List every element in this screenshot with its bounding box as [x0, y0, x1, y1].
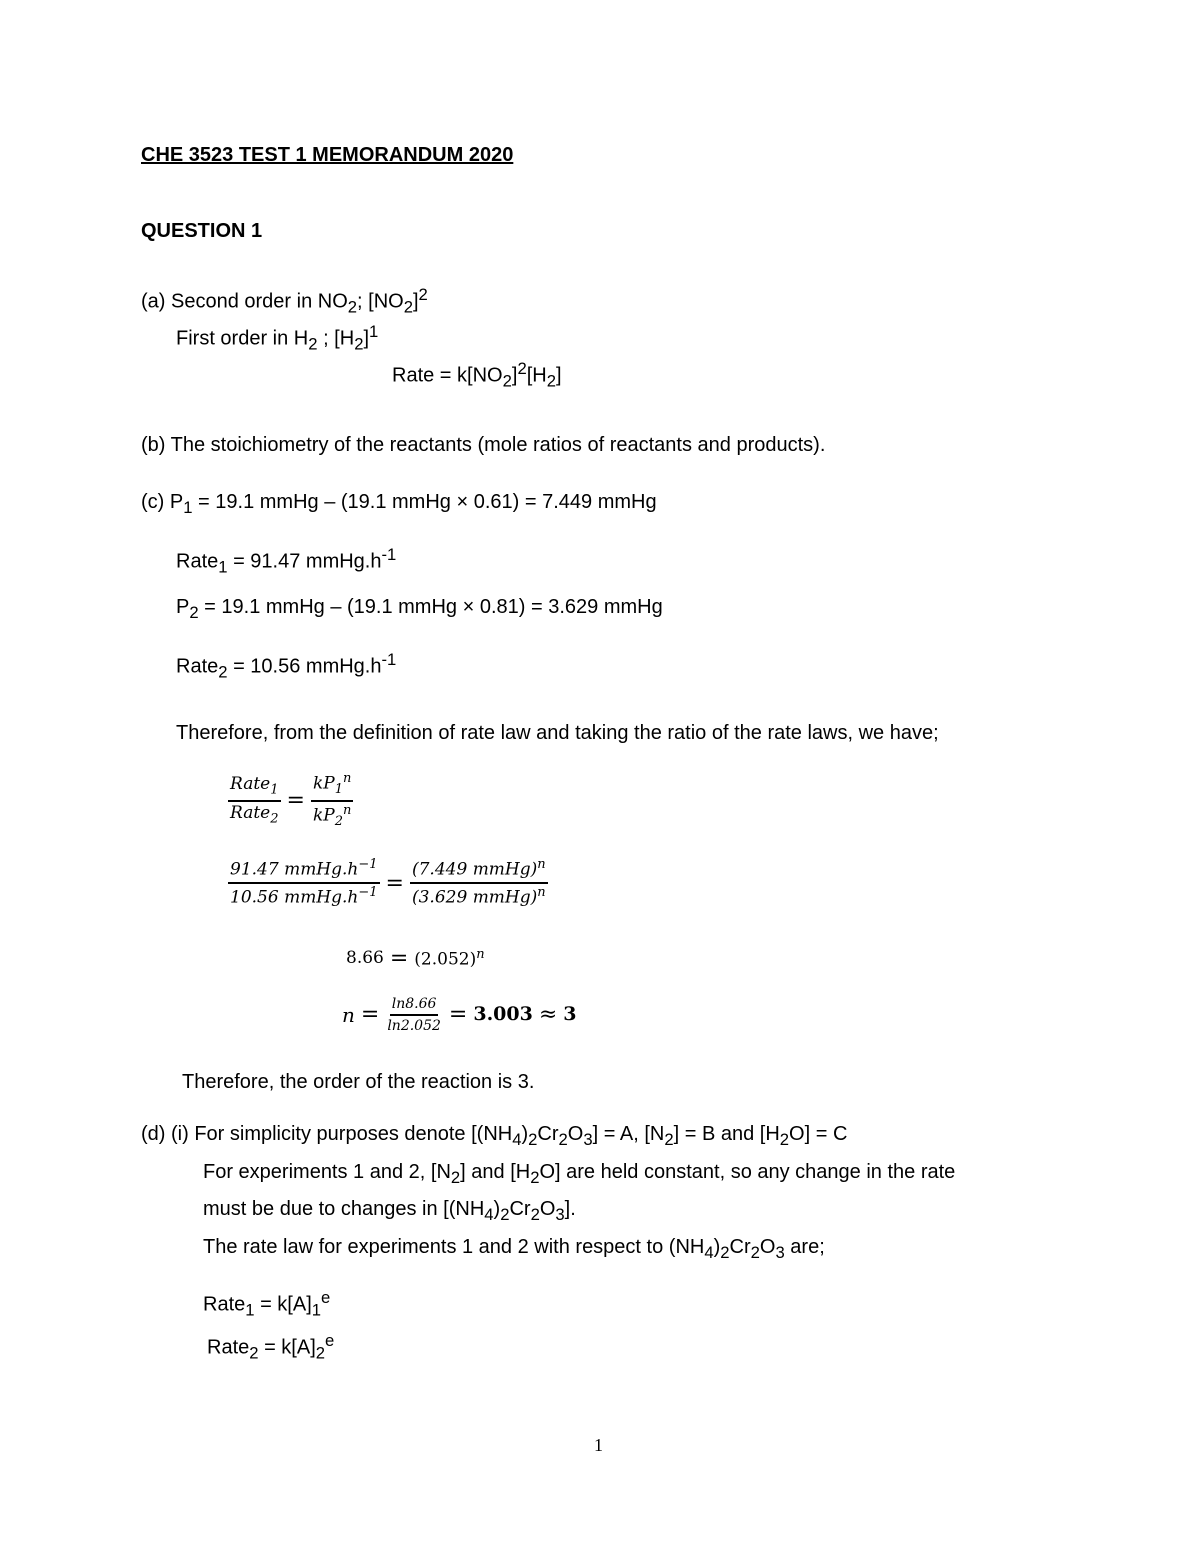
equation-rate-ratio: $\frac{Rate_1}{Rate_2}$ = $\frac{kP_1^n}{kP_2^n}$	[230, 771, 352, 830]
part-c-therefore: Therefore, from the definition of rate law and taking the ratio of the rate laws, we have;	[176, 722, 939, 744]
question-heading: QUESTION 1	[141, 220, 263, 242]
equation-numeric-ratio: $\frac{91.47 mmHg.h^{-1}}{10.56 mmHg.h^{-1}}$ = $\frac{(7.449 mmHg)^n}{(3.629 mmHg)^n}$	[230, 857, 546, 908]
part-d-line4: The rate law for experiments 1 and 2 with respect to $(NH_4)_2Cr_2O_3$ are;	[203, 1236, 825, 1262]
part-d-line2: For experiments 1 and 2, $[N_2]$ and $[H_2O]$ are held constant, so any change in the rate	[203, 1161, 956, 1187]
document-title: CHE 3523 TEST 1 MEMORANDUM 2020	[141, 144, 514, 166]
equation-order-solution: n = $\frac{\ln 8.66}{\ln 2.052}$ = 3.003 ≈ 3	[342, 996, 577, 1035]
part-c-p1: (c) $P_1 = 19.1$ mmHg – (19.1 mmHg × 0.61) = 7.449 mmHg	[141, 491, 657, 517]
part-d-line1: (d) (i) For simplicity purposes denote $[(NH_4)_2Cr_2O_3] = A$, $[N_2] = B$ and $[H_2O] = C$	[141, 1123, 848, 1149]
part-c-p2: $P_2 = 19.1$ mmHg – (19.1 mmHg × 0.81) = 3.629 mmHg	[176, 596, 663, 622]
part-d-rate1: Rate$_1$ = $k[A]_1^e$	[203, 1288, 331, 1320]
part-c-rate1: Rate$_1$ = 91.47 $mmHg.h^{-1}$	[176, 545, 397, 577]
part-a-rate-law: Rate = $k[NO_2]^2[H_2]$	[392, 359, 562, 391]
page-number: 1	[594, 1435, 603, 1455]
part-a-line1: (a) Second order in $NO_2$; $[NO_2]^2$	[141, 285, 428, 317]
part-d-line3: must be due to changes in $[(NH_4)_2Cr_2O_3]$.	[203, 1198, 576, 1224]
part-a-line2: First order in $H_2$ ; $[H_2]^1$	[176, 322, 379, 354]
part-c-conclusion: Therefore, the order of the reaction is 3.	[182, 1071, 535, 1093]
equation-simplified: 8.66 = $(2.052)^n$	[346, 946, 485, 971]
part-c-rate2: Rate$_2$ = 10.56 $mmHg.h^{-1}$	[176, 650, 397, 682]
part-b-answer: (b) The stoichiometry of the reactants (mole ratios of reactants and products).	[141, 434, 826, 456]
part-d-rate2: Rate$_2$ = $k[A]_2^e$	[207, 1331, 335, 1363]
